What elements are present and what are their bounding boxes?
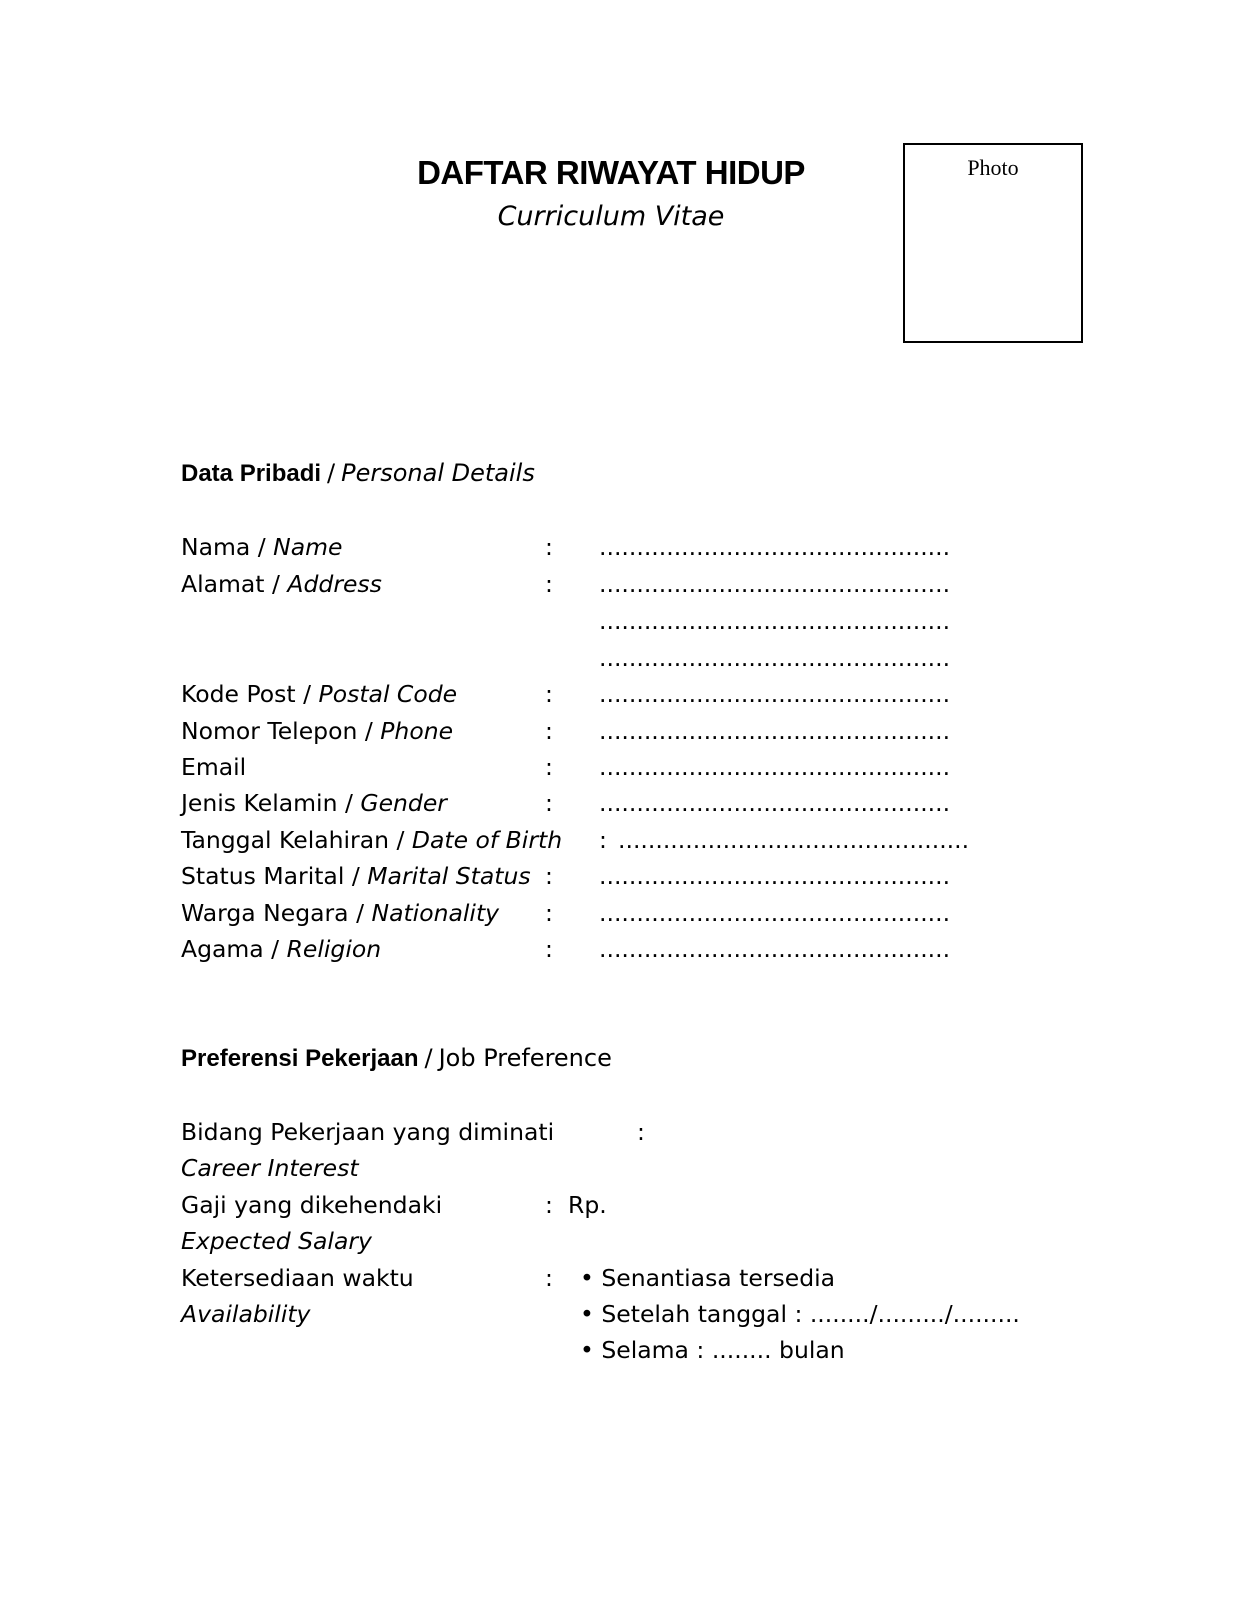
label-id: Nomor Telepon (181, 717, 358, 745)
heading-separator: / (424, 1044, 433, 1072)
label-id: Nama (181, 533, 251, 561)
availability-option-text: Selama : ........ bulan (601, 1336, 845, 1364)
career-interest-label: Bidang Pekerjaan yang diminati (181, 1118, 555, 1146)
heading-separator: / (327, 459, 336, 487)
photo-label: Photo (967, 155, 1019, 180)
personal-heading-italic: Personal Details (341, 459, 535, 487)
label-id: Kode Post (181, 680, 296, 708)
label-sep: / (271, 935, 280, 963)
colon: : (545, 862, 553, 890)
label-sep: / (303, 680, 312, 708)
marital-status-fill-line[interactable]: ............................................... (599, 862, 951, 890)
label-en: Address (287, 570, 382, 598)
label-en: Religion (286, 935, 382, 963)
label-en: Name (273, 533, 343, 561)
label-en: Nationality (371, 899, 500, 927)
availability-option-text: Senantiasa tersedia (601, 1264, 836, 1292)
job-heading-bold: Preferensi Pekerjaan (181, 1045, 419, 1072)
colon: : (545, 789, 553, 817)
colon: : (599, 826, 607, 854)
colon: : (545, 717, 553, 745)
personal-heading-bold: Data Pribadi (181, 460, 322, 487)
label-id: Warga Negara (181, 899, 349, 927)
availability-option[interactable] (580, 1264, 835, 1292)
colon: : (545, 533, 553, 561)
personal-details-heading (181, 459, 535, 488)
expected-salary-label-en: Expected Salary (181, 1227, 372, 1255)
label-sep: / (364, 717, 373, 745)
label-en: Marital Status (367, 862, 531, 890)
colon: : (545, 570, 553, 598)
label-en: Date of Birth (411, 826, 563, 854)
label-en: Gender (360, 789, 447, 817)
label-sep: / (272, 570, 280, 598)
address-fill-line-2[interactable]: ............................................... (599, 607, 951, 635)
date-of-birth-fill-line[interactable]: ............................................... (618, 826, 970, 854)
label-id: Alamat (181, 570, 265, 598)
label-id: Jenis Kelamin (181, 789, 338, 817)
colon: : (545, 899, 553, 927)
phone-fill-line[interactable]: ............................................... (599, 717, 951, 745)
field-label-marital-status (181, 862, 531, 890)
label-sep: / (257, 533, 266, 561)
job-preference-heading (181, 1044, 612, 1073)
field-label-postal-code (181, 680, 457, 708)
label-id: Status Marital (181, 862, 345, 890)
field-label-nationality (181, 899, 499, 927)
field-label-name (181, 533, 343, 561)
label-en: Phone (380, 717, 454, 745)
job-heading-plain: Job Preference (438, 1044, 612, 1072)
colon: : (545, 753, 553, 781)
field-label-religion (181, 935, 381, 963)
colon: : (545, 1191, 553, 1219)
bullet: • (580, 1336, 594, 1364)
field-label-date-of-birth (181, 826, 562, 854)
address-fill-line-1[interactable]: ............................................... (599, 570, 951, 598)
email-fill-line[interactable]: ............................................... (599, 753, 951, 781)
salary-currency-prefix: Rp. (568, 1191, 607, 1219)
availability-option-text: Setelah tanggal : ......../........./......... (601, 1300, 1020, 1328)
field-label-gender (181, 789, 447, 817)
label-en: Postal Code (318, 680, 458, 708)
label-sep: / (351, 862, 360, 890)
field-label-address (181, 570, 382, 598)
colon: : (637, 1118, 645, 1146)
colon: : (545, 935, 553, 963)
field-label-email (181, 753, 246, 781)
photo-box[interactable] (903, 143, 1083, 343)
religion-fill-line[interactable]: ............................................... (599, 935, 951, 963)
label-sep: / (356, 899, 364, 927)
address-fill-line-3[interactable]: ............................................... (599, 644, 951, 672)
career-interest-label-en: Career Interest (181, 1154, 359, 1182)
colon: : (545, 680, 553, 708)
label-id: Agama (181, 935, 264, 963)
colon: : (545, 1264, 553, 1292)
document-title: DAFTAR RIWAYAT HIDUP (417, 154, 805, 191)
name-fill-line[interactable]: ............................................... (599, 533, 951, 561)
gender-fill-line[interactable]: ............................................... (599, 789, 951, 817)
document-subtitle: Curriculum Vitae (497, 201, 725, 232)
field-label-phone (181, 717, 453, 745)
label-id: Email (181, 753, 247, 781)
availability-label: Ketersediaan waktu (181, 1264, 414, 1292)
availability-option[interactable] (580, 1300, 1020, 1328)
availability-option[interactable] (580, 1336, 845, 1364)
bullet: • (580, 1264, 594, 1292)
bullet: • (580, 1300, 594, 1328)
availability-label-en: Availability (181, 1300, 311, 1328)
nationality-fill-line[interactable]: ............................................... (599, 899, 951, 927)
label-sep: / (344, 789, 353, 817)
postal-code-fill-line[interactable]: ............................................... (599, 680, 951, 708)
label-id: Tanggal Kelahiran (181, 826, 390, 854)
expected-salary-label: Gaji yang dikehendaki (181, 1191, 443, 1219)
label-sep: / (396, 826, 405, 854)
